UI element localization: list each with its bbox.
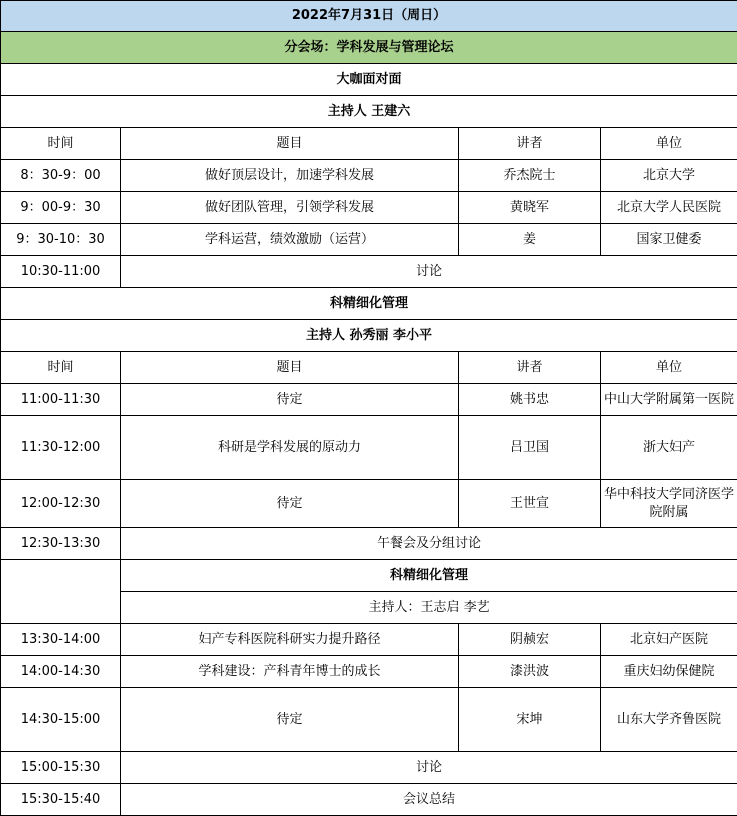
speaker-cell: 王世宣 [459, 480, 601, 528]
topic-cell: 待定 [121, 384, 459, 416]
blank-cell [1, 560, 121, 592]
column-header-row [1, 128, 737, 160]
section-title: 大咖面对面 [1, 64, 737, 96]
col-topic-header: 题目 [121, 128, 459, 160]
time-cell: 14:30-15:00 [1, 688, 121, 752]
table-row [1, 656, 737, 688]
column-header-row [1, 352, 737, 384]
unit-cell: 北京妇产医院 [601, 624, 737, 656]
col-unit-header: 单位 [601, 128, 737, 160]
unit-cell: 浙大妇产 [601, 416, 737, 480]
time-cell: 13:30-14:00 [1, 624, 121, 656]
time-cell: 11:30-12:00 [1, 416, 121, 480]
topic-cell: 学科建设：产科青年博士的成长 [121, 656, 459, 688]
section-title-row [1, 64, 737, 96]
lunch-label: 午餐会及分组讨论 [121, 528, 737, 560]
topic-cell: 做好顶层设计，加速学科发展 [121, 160, 459, 192]
topic-cell: 做好团队管理，引领学科发展 [121, 192, 459, 224]
speaker-cell: 姜 [459, 224, 601, 256]
host-row [1, 592, 737, 624]
summary-row [1, 784, 737, 816]
table-row [1, 480, 737, 528]
table-row [1, 224, 737, 256]
venue-header-row [1, 32, 737, 64]
time-cell: 14:00-14:30 [1, 656, 121, 688]
host-row [1, 320, 737, 352]
date-title: 2022年7月31日（周日） [1, 1, 737, 32]
speaker-cell: 宋坤 [459, 688, 601, 752]
discussion-row [1, 256, 737, 288]
col-speaker-header: 讲者 [459, 128, 601, 160]
col-unit-header: 单位 [601, 352, 737, 384]
host-label: 主持人：王志启 李艺 [121, 592, 737, 624]
discussion-row [1, 752, 737, 784]
venue-title: 分会场：学科发展与管理论坛 [1, 32, 737, 64]
lunch-row [1, 528, 737, 560]
table-row [1, 192, 737, 224]
topic-cell: 学科运营，绩效激励（运营） [121, 224, 459, 256]
unit-cell: 华中科技大学同济医学院附属 [601, 480, 737, 528]
unit-cell: 国家卫健委 [601, 224, 737, 256]
col-topic-header: 题目 [121, 352, 459, 384]
speaker-cell: 黄晓军 [459, 192, 601, 224]
speaker-cell: 吕卫国 [459, 416, 601, 480]
discussion-label: 讨论 [121, 256, 737, 288]
table-row [1, 416, 737, 480]
unit-cell: 中山大学附属第一医院 [601, 384, 737, 416]
time-cell: 11:00-11:30 [1, 384, 121, 416]
time-cell: 12:00-12:30 [1, 480, 121, 528]
section-title: 科精细化管理 [121, 560, 737, 592]
unit-cell: 北京大学人民医院 [601, 192, 737, 224]
table-row [1, 688, 737, 752]
host-label: 主持人 王建六 [1, 96, 737, 128]
host-label: 主持人 孙秀丽 李小平 [1, 320, 737, 352]
section-title-row [1, 560, 737, 592]
summary-label: 会议总结 [121, 784, 737, 816]
col-time-header: 时间 [1, 352, 121, 384]
time-cell: 8：30-9：00 [1, 160, 121, 192]
table-row [1, 384, 737, 416]
unit-cell: 北京大学 [601, 160, 737, 192]
speaker-cell: 漆洪波 [459, 656, 601, 688]
speaker-cell: 姚书忠 [459, 384, 601, 416]
topic-cell: 科研是学科发展的原动力 [121, 416, 459, 480]
host-row [1, 96, 737, 128]
section-title: 科精细化管理 [1, 288, 737, 320]
time-cell: 15:30-15:40 [1, 784, 121, 816]
table-row [1, 624, 737, 656]
time-cell: 10:30-11:00 [1, 256, 121, 288]
topic-cell: 待定 [121, 688, 459, 752]
time-cell: 15:00-15:30 [1, 752, 121, 784]
topic-cell: 妇产专科医院科研实力提升路径 [121, 624, 459, 656]
blank-cell [1, 592, 121, 624]
table-row [1, 160, 737, 192]
time-cell: 9：00-9：30 [1, 192, 121, 224]
speaker-cell: 阴赪宏 [459, 624, 601, 656]
col-speaker-header: 讲者 [459, 352, 601, 384]
topic-cell: 待定 [121, 480, 459, 528]
date-header-row [1, 1, 737, 32]
unit-cell: 重庆妇幼保健院 [601, 656, 737, 688]
discussion-label: 讨论 [121, 752, 737, 784]
time-cell: 9：30-10：30 [1, 224, 121, 256]
unit-cell: 山东大学齐鲁医院 [601, 688, 737, 752]
time-cell: 12:30-13:30 [1, 528, 121, 560]
speaker-cell: 乔杰院士 [459, 160, 601, 192]
section-title-row [1, 288, 737, 320]
col-time-header: 时间 [1, 128, 121, 160]
